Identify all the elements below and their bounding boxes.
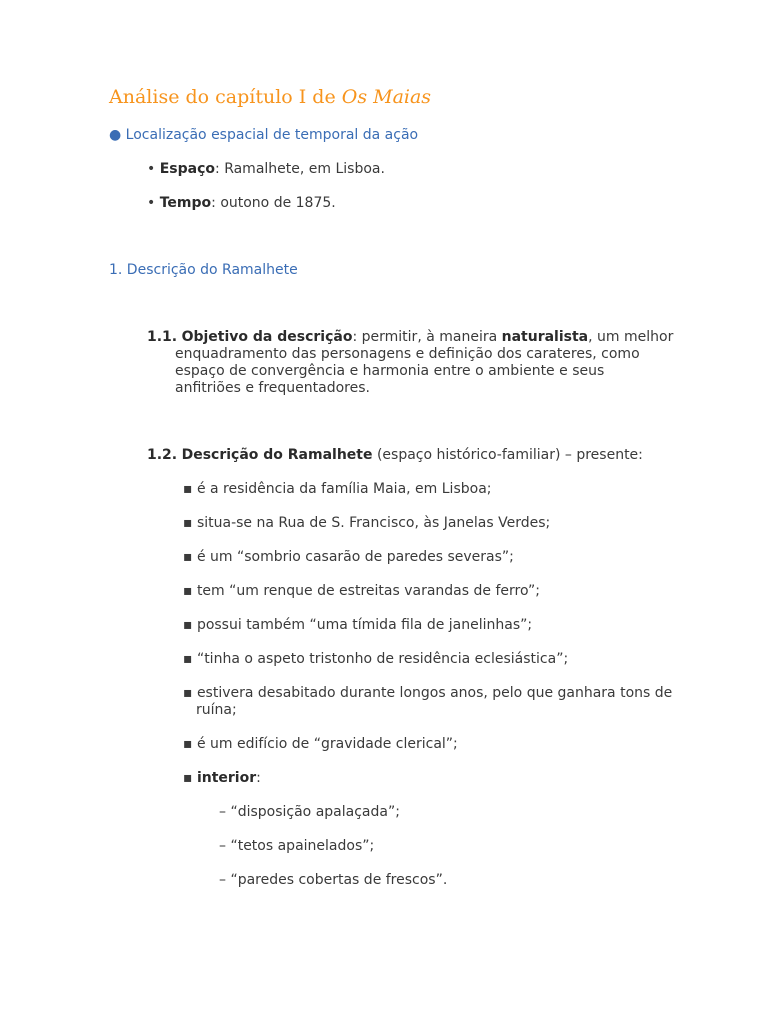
espaco-label: Espaço xyxy=(159,161,216,177)
list-item: ▪ é um “sombrio casarão de paredes severas”; xyxy=(183,549,514,565)
section-localizacao-label: Localização espacial de temporal da ação xyxy=(125,127,419,143)
s11-text-1: permitir, à maneira xyxy=(361,329,502,345)
tempo-line xyxy=(147,195,336,212)
list-item: ▪ “tinha o aspeto tristonho de residência eclesiástica”; xyxy=(183,651,569,667)
list-item: ▪ situa-se na Rua de S. Francisco, às Janelas Verdes; xyxy=(183,515,551,531)
list-item-continuation: ruína; xyxy=(196,702,237,718)
tempo-text: outono de 1875. xyxy=(220,195,336,211)
page-title xyxy=(109,86,431,108)
list-item: ▪ é a residência da família Maia, em Lisboa; xyxy=(183,481,492,497)
tempo-sep: : xyxy=(211,195,221,211)
s11-line-1 xyxy=(147,329,673,346)
espaco-text: Ramalhete, em Lisboa. xyxy=(224,161,385,177)
s11-label: Objetivo da descrição xyxy=(181,329,353,345)
espaco-sep: : xyxy=(215,161,225,177)
s11-line-3: espaço de convergência e harmonia entre o ambiente e seus xyxy=(175,363,605,379)
list-item: ▪ estivera desabitado durante longos anos, pelo que ganhara tons de xyxy=(183,685,673,701)
list-item: ▪ é um edifício de “gravidade clerical”; xyxy=(183,736,458,752)
tempo-label: Tempo xyxy=(159,195,212,211)
interior-item xyxy=(183,770,261,787)
tempo-bullet: • xyxy=(147,195,156,211)
list-item: ▪ possui também “uma tímida fila de janelinhas”; xyxy=(183,617,533,633)
s11-number: 1.1. xyxy=(147,329,178,345)
s11-line1-end: , um melhor xyxy=(588,329,674,345)
section-bullet: ● xyxy=(109,127,122,143)
title-book: Os Maias xyxy=(341,86,432,108)
s11-sep: : xyxy=(352,329,362,345)
sub-list-item: – “tetos apainelados”; xyxy=(219,838,375,854)
interior-bullet: ▪ xyxy=(183,770,193,786)
section-localizacao xyxy=(109,127,418,144)
title-prefix: Análise do capítulo I de xyxy=(109,86,342,108)
s11-line-2: enquadramento das personagens e definição dos carateres, como xyxy=(175,346,640,362)
list-item: ▪ tem “um renque de estreitas varandas de ferro”; xyxy=(183,583,540,599)
interior-label: interior xyxy=(196,770,257,786)
espaco-bullet: • xyxy=(147,161,156,177)
interior-sep: : xyxy=(256,770,261,786)
section-1-heading xyxy=(109,262,298,279)
s12-line xyxy=(147,447,643,464)
espaco-line xyxy=(147,161,385,178)
sub-list-item: – “paredes cobertas de frescos”. xyxy=(219,872,448,888)
s11-line-4: anfitriões e frequentadores. xyxy=(175,380,370,396)
s12-label: Descrição do Ramalhete xyxy=(181,447,373,463)
s12-number: 1.2. xyxy=(147,447,178,463)
section-1-label: 1. Descrição do Ramalhete xyxy=(109,262,298,278)
sub-list-item: – “disposição apalaçada”; xyxy=(219,804,400,820)
s11-bold-word: naturalista xyxy=(501,329,589,345)
s12-text: (espaço histórico-familiar) – presente: xyxy=(372,447,643,463)
